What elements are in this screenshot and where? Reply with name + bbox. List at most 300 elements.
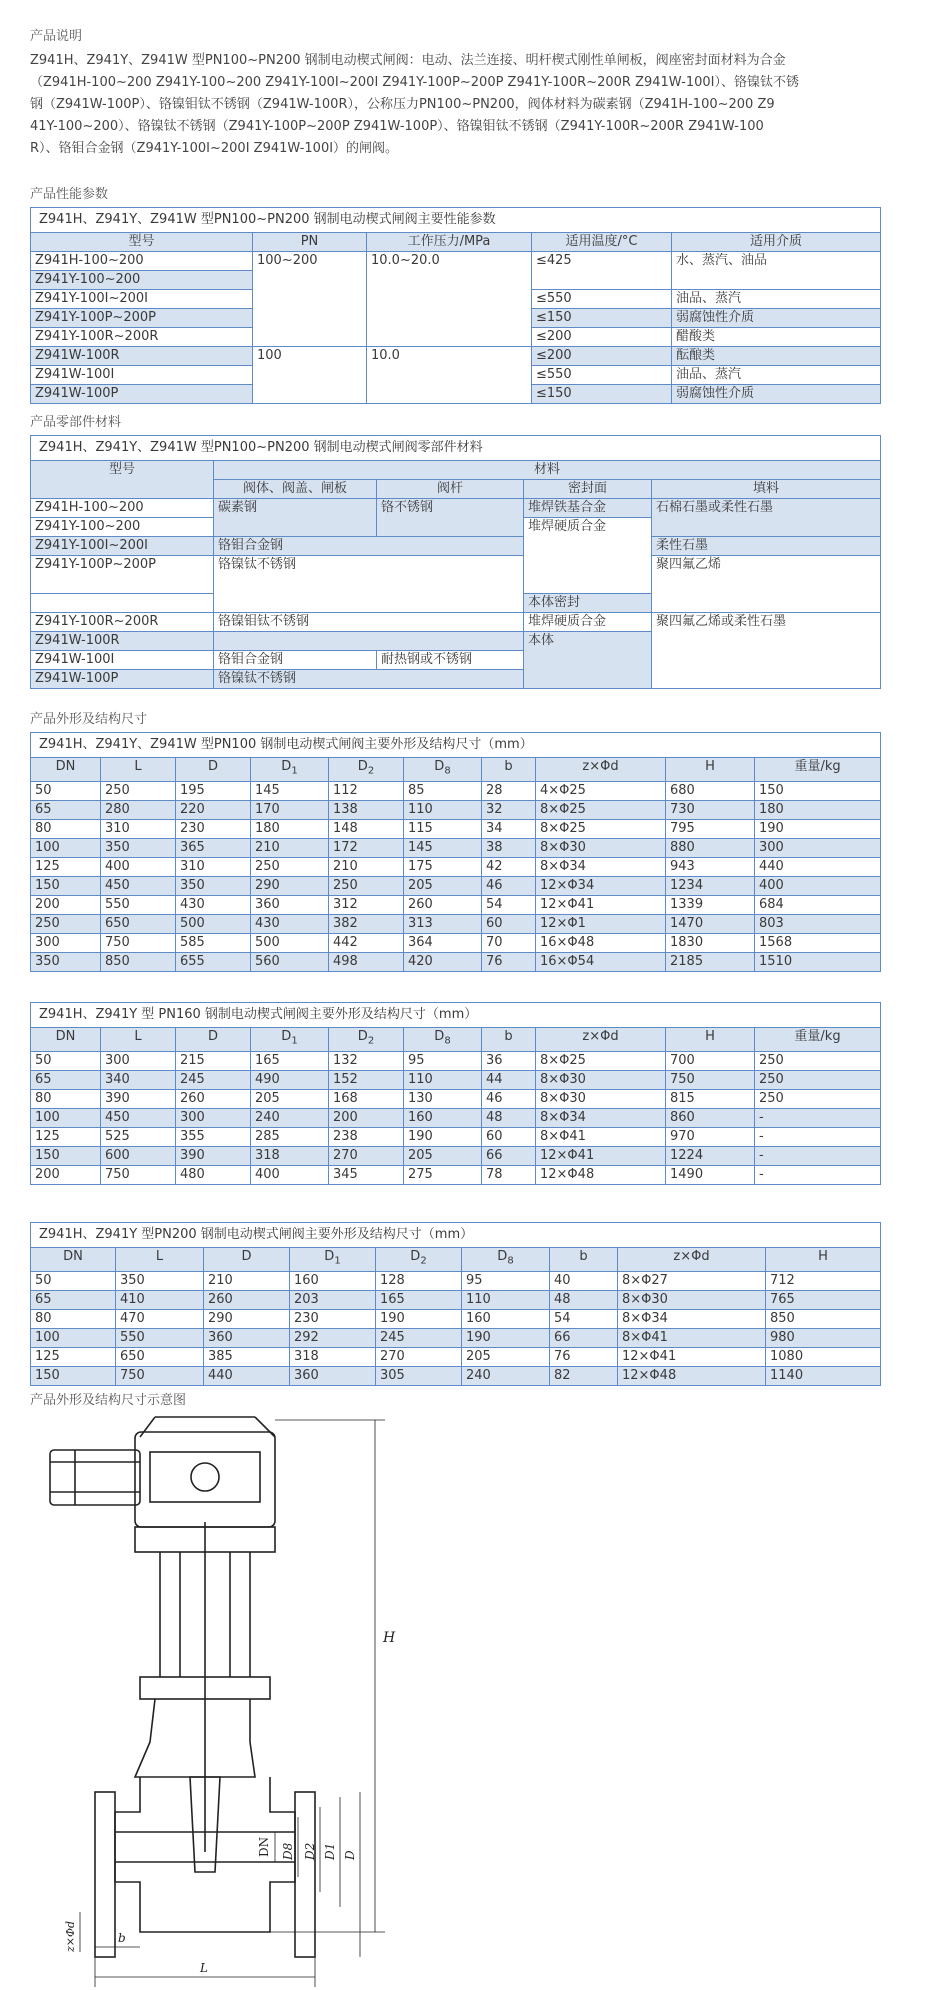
desc-paragraph <box>30 50 900 160</box>
dim-label-zd: z×Φd <box>64 1920 77 1952</box>
table-cell: 970 <box>666 1127 755 1146</box>
dims-header: $D_2$ <box>376 1248 462 1272</box>
table-cell: 300 <box>31 933 101 952</box>
table-cell: 95 <box>404 1051 482 1070</box>
diagram-title: 产品外形及结构尺寸示意图 <box>30 1393 187 1408</box>
table-cell: - <box>755 1165 881 1184</box>
table-cell: 850 <box>101 952 176 971</box>
dims-header: D <box>204 1248 290 1272</box>
table-cell: 470 <box>116 1309 204 1328</box>
dim-label-d: D <box>343 1850 357 1860</box>
table-row <box>31 1051 881 1070</box>
table-cell: 42 <box>482 857 536 876</box>
table-cell: 400 <box>101 857 176 876</box>
table-cell: 65 <box>31 800 101 819</box>
table-cell: 350 <box>101 838 176 857</box>
table-cell: 44 <box>482 1070 536 1089</box>
table-cell: 238 <box>329 1127 404 1146</box>
parts-table <box>30 435 881 689</box>
dims-section-title: 产品外形及结构尺寸 <box>30 712 148 727</box>
table-cell: 313 <box>404 914 482 933</box>
table-cell: 54 <box>482 895 536 914</box>
table-cell: 4×Φ25 <box>536 781 666 800</box>
dims-table-pn160 <box>30 1002 881 1185</box>
table-cell: 260 <box>176 1089 251 1108</box>
model-cell: Z941W-100I <box>31 651 214 670</box>
model-cell: Z941W-100R <box>31 632 214 651</box>
table-cell: 292 <box>290 1328 376 1347</box>
table-cell: 795 <box>666 819 755 838</box>
table-row <box>31 1328 881 1347</box>
table-cell: 100 <box>31 1328 116 1347</box>
table-cell: 312 <box>329 895 404 914</box>
table-cell: 60 <box>482 1127 536 1146</box>
table-cell: 310 <box>176 857 251 876</box>
table-cell: 450 <box>101 1108 176 1127</box>
table-cell: 880 <box>666 838 755 857</box>
table-cell: 8×Φ30 <box>618 1290 766 1309</box>
table-cell: 215 <box>176 1051 251 1070</box>
dim-label-dn: DN <box>257 1836 271 1857</box>
pn-cell: 100~200 <box>253 252 367 347</box>
table-cell: 1140 <box>766 1366 881 1385</box>
model-cell: Z941Y-100R~200R <box>31 328 253 347</box>
table-cell: 76 <box>482 952 536 971</box>
table-cell: 8×Φ41 <box>618 1328 766 1347</box>
desc-line: 41Y-100~200）、铬镍钛不锈钢（Z941Y-100P~200P Z941W-100P）、铬镍钼钛不锈钢（Z941Y-100R~200R Z941W-100 <box>30 119 764 134</box>
pack-cell: 聚四氟乙烯或柔性石墨 <box>652 613 881 689</box>
temp-cell: ≤150 <box>532 309 672 328</box>
parts-subheader: 密封面 <box>524 480 652 499</box>
table-cell: 305 <box>376 1366 462 1385</box>
table-cell: 100 <box>31 1108 101 1127</box>
table-cell: 112 <box>329 781 404 800</box>
table-cell: 8×Φ34 <box>618 1309 766 1328</box>
body-cell: 铬镍钛不锈钢 <box>214 670 524 689</box>
table-cell: 680 <box>666 781 755 800</box>
table-cell: 1339 <box>666 895 755 914</box>
dims-header: $D_1$ <box>290 1248 376 1272</box>
table-cell: 8×Φ30 <box>536 838 666 857</box>
dims-header: b <box>550 1248 618 1272</box>
dims-header: H <box>766 1248 881 1272</box>
model-cell: Z941Y-100P~200P <box>31 556 214 594</box>
table-cell: 650 <box>101 914 176 933</box>
temp-cell: ≤550 <box>532 290 672 309</box>
table-row <box>31 1366 881 1385</box>
table-cell: 115 <box>404 819 482 838</box>
table-cell: 300 <box>101 1051 176 1070</box>
perf-header: 工作压力/MPa <box>367 233 532 252</box>
dim-label-h: H <box>383 1630 396 1646</box>
table-cell: 390 <box>176 1146 251 1165</box>
body-cell: 铬镍钼钛不锈钢 <box>214 613 524 632</box>
dim-label-d2: D2 <box>303 1842 317 1860</box>
table-cell: 550 <box>116 1328 204 1347</box>
table-row <box>31 1127 881 1146</box>
temp-cell: ≤150 <box>532 385 672 404</box>
table-cell: 280 <box>101 800 176 819</box>
table-cell: 205 <box>251 1089 329 1108</box>
media-cell: 醋酸类 <box>672 328 881 347</box>
table-cell: 145 <box>404 838 482 857</box>
table-cell: 8×Φ30 <box>536 1089 666 1108</box>
table-cell: 390 <box>101 1089 176 1108</box>
seal-cell: 本体密封 <box>524 594 652 613</box>
table-cell: 8×Φ25 <box>536 819 666 838</box>
table-cell: 498 <box>329 952 404 971</box>
parts-header-material: 材料 <box>214 461 881 480</box>
dims-header: $D_8$ <box>404 758 482 782</box>
dims-header: H <box>666 1028 755 1052</box>
dims-caption: Z941H、Z941Y 型 PN160 钢制电动楔式闸阀主要外形及结构尺寸（mm） <box>31 1003 881 1028</box>
dims-header: b <box>482 758 536 782</box>
table-cell: 700 <box>666 1051 755 1070</box>
stem-cell: 铬不锈钢 <box>377 499 524 537</box>
table-row <box>31 800 881 819</box>
table-cell: 54 <box>550 1309 618 1328</box>
table-cell: 8×Φ30 <box>536 1070 666 1089</box>
table-cell: 46 <box>482 876 536 895</box>
seal-cell: 堆焊硬质合金 <box>524 518 652 594</box>
table-cell: 190 <box>404 1127 482 1146</box>
table-cell: 66 <box>550 1328 618 1347</box>
table-cell: 440 <box>204 1366 290 1385</box>
table-cell: 300 <box>176 1108 251 1127</box>
model-cell: Z941Y-100~200 <box>31 518 214 537</box>
pack-cell: 柔性石墨 <box>652 537 881 556</box>
table-cell: 230 <box>176 819 251 838</box>
table-cell: 145 <box>251 781 329 800</box>
dim-label-l: L <box>200 1961 208 1975</box>
temp-cell: ≤550 <box>532 366 672 385</box>
dims-header: $D_8$ <box>404 1028 482 1052</box>
dims-header: $D_1$ <box>251 758 329 782</box>
dims-table-pn200 <box>30 1222 881 1386</box>
table-row <box>31 1290 881 1309</box>
table-cell: 148 <box>329 819 404 838</box>
table-row <box>31 1089 881 1108</box>
table-cell: 110 <box>404 1070 482 1089</box>
valve-diagram <box>40 1412 480 1987</box>
table-cell: 65 <box>31 1070 101 1089</box>
table-cell: 364 <box>404 933 482 952</box>
dim-label-d1: D1 <box>323 1842 337 1860</box>
media-cell: 弱腐蚀性介质 <box>672 309 881 328</box>
dims-header: $D_2$ <box>329 758 404 782</box>
table-cell: 815 <box>666 1089 755 1108</box>
dim-label-d8: D8 <box>281 1842 295 1860</box>
table-cell: 60 <box>482 914 536 933</box>
table-cell: 150 <box>31 1146 101 1165</box>
table-cell: 50 <box>31 1271 116 1290</box>
model-cell <box>31 594 214 613</box>
body-cell: 碳素钢 <box>214 499 377 537</box>
temp-cell: ≤425 <box>532 252 672 290</box>
model-cell: Z941Y-100P~200P <box>31 309 253 328</box>
table-cell: 1510 <box>755 952 881 971</box>
table-cell: 860 <box>666 1108 755 1127</box>
stem-cell: 耐热钢或不锈钢 <box>377 651 524 670</box>
dims-header: DN <box>31 1248 116 1272</box>
table-row <box>31 1070 881 1089</box>
table-cell: 76 <box>550 1347 618 1366</box>
perf-caption: Z941H、Z941Y、Z941W 型PN100~PN200 钢制电动楔式闸阀主要性能参数 <box>31 208 881 233</box>
dims-header: L <box>101 758 176 782</box>
table-cell: 8×Φ34 <box>536 1108 666 1127</box>
table-cell: 12×Φ41 <box>536 895 666 914</box>
table-cell: 260 <box>204 1290 290 1309</box>
dims-header: b <box>482 1028 536 1052</box>
table-cell: 355 <box>176 1127 251 1146</box>
table-cell: 36 <box>482 1051 536 1070</box>
table-row <box>31 1146 881 1165</box>
table-cell: 250 <box>755 1089 881 1108</box>
table-cell: 12×Φ34 <box>536 876 666 895</box>
table-cell: 200 <box>329 1108 404 1127</box>
media-cell: 油品、蒸汽 <box>672 366 881 385</box>
table-cell: 712 <box>766 1271 881 1290</box>
table-cell: 250 <box>755 1051 881 1070</box>
table-cell: 210 <box>204 1271 290 1290</box>
table-cell: 205 <box>404 1146 482 1165</box>
table-row <box>31 838 881 857</box>
table-cell: 8×Φ25 <box>536 800 666 819</box>
pressure-cell: 10.0 <box>367 347 532 404</box>
desc-line: R）、铬钼合金钢（Z941Y-100I~200I Z941W-100I）的闸阀。 <box>30 141 399 156</box>
parts-subheader: 阀杆 <box>377 480 524 499</box>
table-cell: 240 <box>251 1108 329 1127</box>
table-cell: 138 <box>329 800 404 819</box>
table-row <box>31 952 881 971</box>
table-cell: 160 <box>290 1271 376 1290</box>
dims-header: H <box>666 758 755 782</box>
table-cell: 765 <box>766 1290 881 1309</box>
temp-cell: ≤200 <box>532 328 672 347</box>
table-cell: 125 <box>31 857 101 876</box>
temp-cell: ≤200 <box>532 347 672 366</box>
table-cell: 1470 <box>666 914 755 933</box>
table-cell: 290 <box>204 1309 290 1328</box>
table-cell: 360 <box>290 1366 376 1385</box>
dims-header: 重量/kg <box>755 1028 881 1052</box>
table-cell: 28 <box>482 781 536 800</box>
model-cell: Z941Y-100I~200I <box>31 290 253 309</box>
table-cell: 80 <box>31 1089 101 1108</box>
table-cell: 38 <box>482 838 536 857</box>
table-cell: 1224 <box>666 1146 755 1165</box>
table-cell: 585 <box>176 933 251 952</box>
pack-cell: 聚四氟乙烯 <box>652 556 881 613</box>
table-cell: 440 <box>755 857 881 876</box>
table-cell: 420 <box>404 952 482 971</box>
table-cell: 190 <box>755 819 881 838</box>
table-cell: 340 <box>101 1070 176 1089</box>
table-cell: 150 <box>31 1366 116 1385</box>
table-cell: 400 <box>251 1165 329 1184</box>
table-cell: 980 <box>766 1328 881 1347</box>
table-cell: 220 <box>176 800 251 819</box>
dims-header: L <box>101 1028 176 1052</box>
body-cell: 铬钼合金钢 <box>214 651 377 670</box>
table-cell: 245 <box>376 1328 462 1347</box>
dims-header: DN <box>31 758 101 782</box>
table-cell: 750 <box>101 933 176 952</box>
table-cell: 80 <box>31 819 101 838</box>
dims-header: $D_1$ <box>251 1028 329 1052</box>
table-cell: - <box>755 1127 881 1146</box>
table-cell: 1080 <box>766 1347 881 1366</box>
table-cell: 245 <box>176 1070 251 1089</box>
dims-header: D <box>176 758 251 782</box>
pack-cell: 石棉石墨或柔性石墨 <box>652 499 881 537</box>
table-cell: 195 <box>176 781 251 800</box>
table-cell: 203 <box>290 1290 376 1309</box>
perf-header: 适用温度/°C <box>532 233 672 252</box>
table-row <box>31 1309 881 1328</box>
table-cell: 290 <box>251 876 329 895</box>
table-cell: 12×Φ41 <box>618 1347 766 1366</box>
table-cell: 175 <box>404 857 482 876</box>
dim-label-b: b <box>118 1931 126 1945</box>
table-cell: 32 <box>482 800 536 819</box>
table-cell: 170 <box>251 800 329 819</box>
model-cell: Z941W-100P <box>31 670 214 689</box>
desc-line: Z941H、Z941Y、Z941W 型PN100~PN200 钢制电动楔式闸阀：电动、法兰连接、明杆楔式刚性单闸板，阀座密封面材料为合金 <box>30 53 786 68</box>
table-cell: 300 <box>755 838 881 857</box>
seal-cell: 堆焊硬质合金 <box>524 613 652 632</box>
table-cell: 360 <box>204 1328 290 1347</box>
table-cell: 165 <box>251 1051 329 1070</box>
table-cell: 12×Φ48 <box>536 1165 666 1184</box>
table-cell: 350 <box>116 1271 204 1290</box>
table-cell: 943 <box>666 857 755 876</box>
body-cell: 铬镍钛不锈钢 <box>214 556 524 613</box>
table-cell: 560 <box>251 952 329 971</box>
media-cell: 弱腐蚀性介质 <box>672 385 881 404</box>
table-cell: 1234 <box>666 876 755 895</box>
table-cell: 365 <box>176 838 251 857</box>
model-cell: Z941W-100R <box>31 347 253 366</box>
table-cell: 260 <box>404 895 482 914</box>
table-cell: 190 <box>462 1328 550 1347</box>
dims-caption: Z941H、Z941Y、Z941W 型PN100 钢制电动楔式闸阀主要外形及结构尺寸（mm） <box>31 733 881 758</box>
table-cell: 270 <box>376 1347 462 1366</box>
table-cell: 345 <box>329 1165 404 1184</box>
table-cell: 82 <box>550 1366 618 1385</box>
table-cell: 66 <box>482 1146 536 1165</box>
table-cell: 684 <box>755 895 881 914</box>
table-cell: 2185 <box>666 952 755 971</box>
table-cell: - <box>755 1146 881 1165</box>
table-cell: 8×Φ41 <box>536 1127 666 1146</box>
table-cell: - <box>755 1108 881 1127</box>
table-cell: 550 <box>101 895 176 914</box>
table-cell: 200 <box>31 895 101 914</box>
model-cell: Z941W-100P <box>31 385 253 404</box>
table-cell: 655 <box>176 952 251 971</box>
table-cell: 205 <box>404 876 482 895</box>
perf-table <box>30 207 881 404</box>
body-cell: 铬钼合金钢 <box>214 537 524 556</box>
table-cell: 150 <box>31 876 101 895</box>
dims-header: L <box>116 1248 204 1272</box>
table-cell: 125 <box>31 1127 101 1146</box>
model-cell: Z941Y-100I~200I <box>31 537 214 556</box>
dims-header: $D_8$ <box>462 1248 550 1272</box>
table-cell: 70 <box>482 933 536 952</box>
dims-caption: Z941H、Z941Y 型PN200 钢制电动楔式闸阀主要外形及结构尺寸（mm） <box>31 1223 881 1248</box>
dims-header: z×Φd <box>618 1248 766 1272</box>
table-cell: 180 <box>251 819 329 838</box>
table-cell: 410 <box>116 1290 204 1309</box>
table-cell: 8×Φ25 <box>536 1051 666 1070</box>
table-row <box>31 1108 881 1127</box>
table-cell: 1830 <box>666 933 755 952</box>
table-cell: 160 <box>462 1309 550 1328</box>
table-cell: 442 <box>329 933 404 952</box>
table-cell: 500 <box>176 914 251 933</box>
table-cell: 240 <box>462 1366 550 1385</box>
table-cell: 310 <box>101 819 176 838</box>
table-cell: 750 <box>116 1366 204 1385</box>
table-cell: 270 <box>329 1146 404 1165</box>
desc-line: 钢（Z941W-100P）、铬镍钼钛不锈钢（Z941W-100R），公称压力PN100~PN200，阀体材料为碳素钢（Z941H-100~200 Z9 <box>30 97 775 112</box>
pressure-cell: 10.0~20.0 <box>367 252 532 347</box>
table-cell: 205 <box>462 1347 550 1366</box>
table-row <box>31 857 881 876</box>
table-cell: 430 <box>251 914 329 933</box>
table-row <box>31 781 881 800</box>
perf-header: 适用介质 <box>672 233 881 252</box>
table-cell: 46 <box>482 1089 536 1108</box>
table-cell: 285 <box>251 1127 329 1146</box>
perf-header: 型号 <box>31 233 253 252</box>
table-cell: 128 <box>376 1271 462 1290</box>
table-cell: 400 <box>755 876 881 895</box>
dims-header: z×Φd <box>536 1028 666 1052</box>
table-cell: 480 <box>176 1165 251 1184</box>
table-cell: 180 <box>755 800 881 819</box>
table-cell: 95 <box>462 1271 550 1290</box>
table-cell: 50 <box>31 781 101 800</box>
table-cell: 350 <box>31 952 101 971</box>
media-cell: 水、蒸汽、油品 <box>672 252 881 290</box>
seal-cell: 本体 <box>524 632 652 689</box>
table-cell: 275 <box>404 1165 482 1184</box>
table-cell: 730 <box>666 800 755 819</box>
table-cell: 50 <box>31 1051 101 1070</box>
table-cell: 190 <box>376 1309 462 1328</box>
table-cell: 40 <box>550 1271 618 1290</box>
table-cell: 48 <box>482 1108 536 1127</box>
table-cell: 500 <box>251 933 329 952</box>
table-cell: 100 <box>31 838 101 857</box>
table-cell: 350 <box>176 876 251 895</box>
table-cell: 65 <box>31 1290 116 1309</box>
table-cell: 12×Φ48 <box>618 1366 766 1385</box>
table-cell: 168 <box>329 1089 404 1108</box>
table-cell: 650 <box>116 1347 204 1366</box>
parts-caption: Z941H、Z941Y、Z941W 型PN100~PN200 钢制电动楔式闸阀零部件材料 <box>31 436 881 461</box>
table-cell: 125 <box>31 1347 116 1366</box>
parts-header-model: 型号 <box>31 461 214 499</box>
dims-header: z×Φd <box>536 758 666 782</box>
model-cell: Z941H-100~200 <box>31 252 253 271</box>
table-row <box>31 895 881 914</box>
table-cell: 525 <box>101 1127 176 1146</box>
table-cell: 430 <box>176 895 251 914</box>
